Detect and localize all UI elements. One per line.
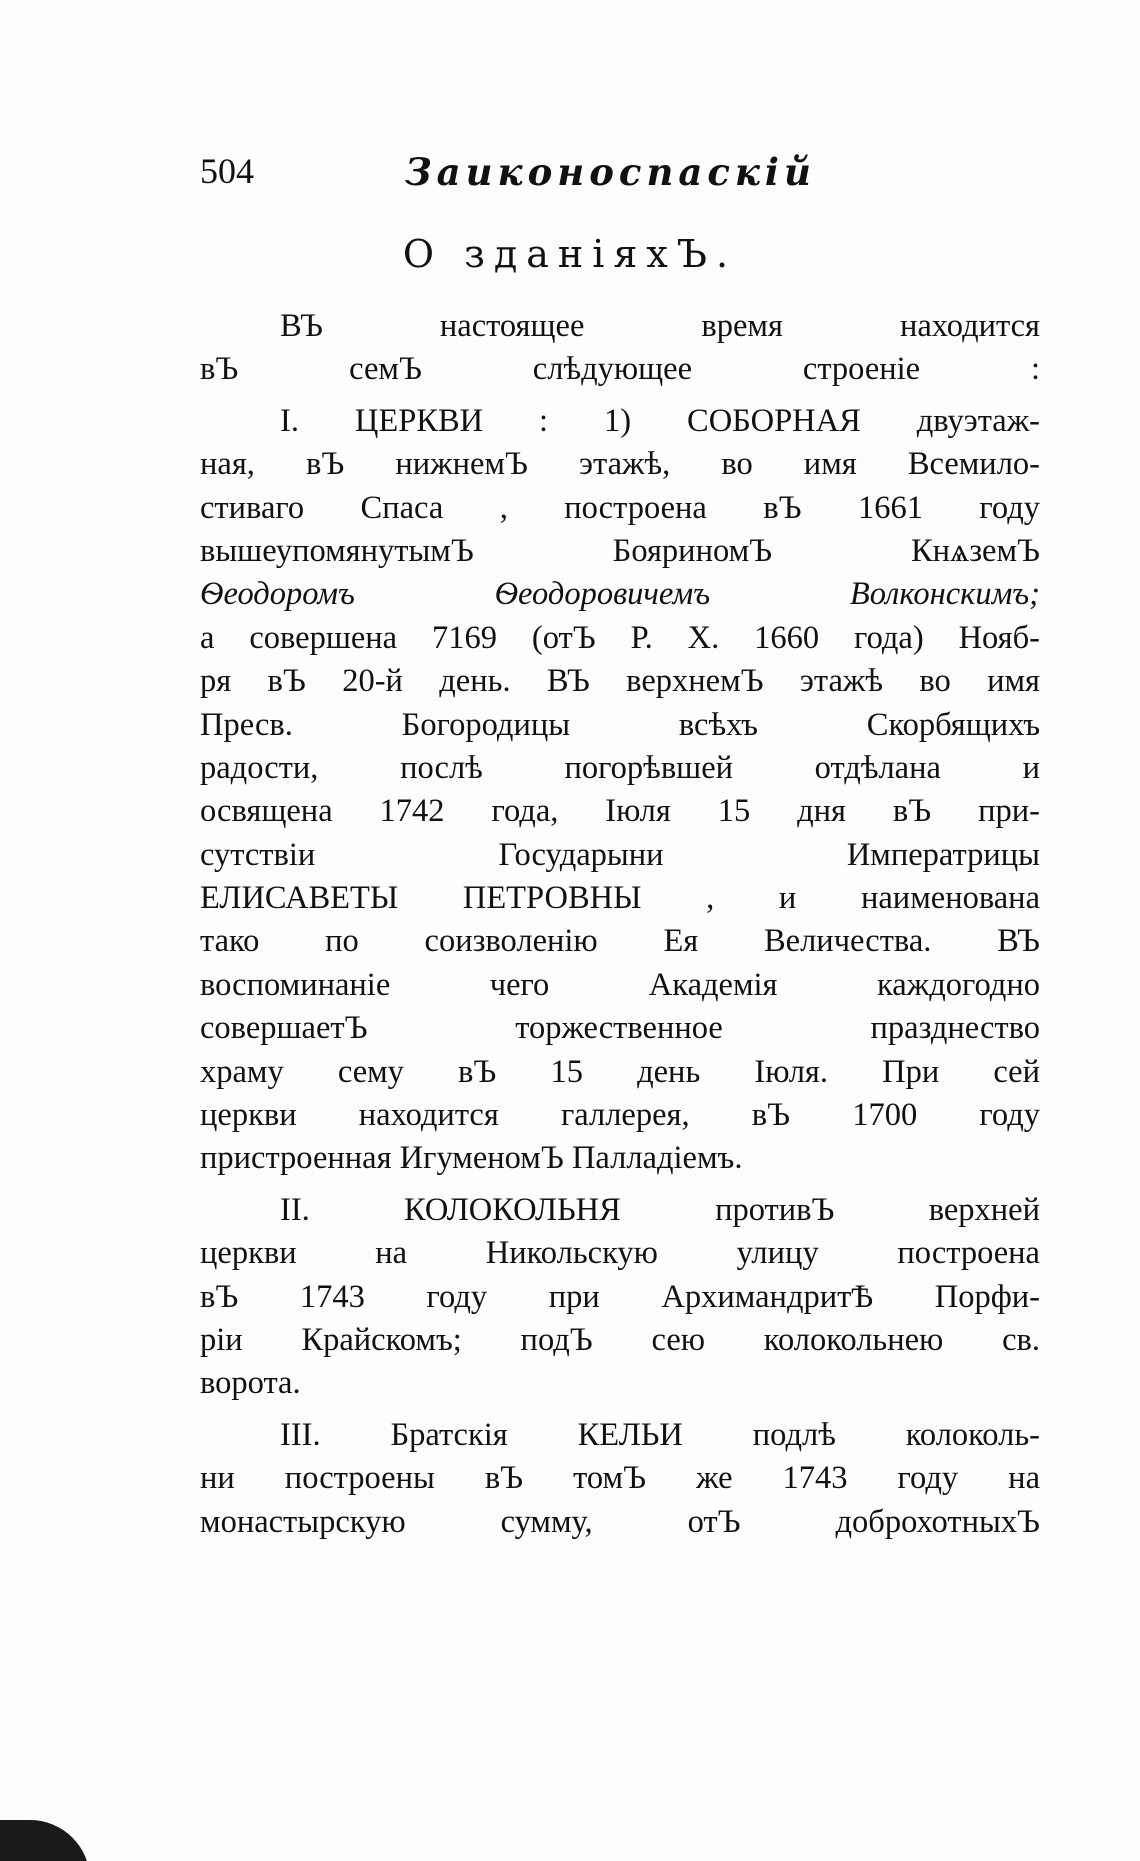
text-line: храму сему вЪ 15 день Іюля. При сей [200,1053,1040,1090]
text-line: ВЪ настоящее время находится [280,308,1040,344]
text-line: II. КОЛОКОЛЬНЯ противЪ верхней [280,1191,1040,1228]
text-line: а совершена 7169 (отЪ Р. Х. 1660 года) Нояб- [200,619,1040,656]
text-line: ни построены вЪ томЪ же 1743 году на [200,1460,1040,1497]
text-line: церкви находится галлерея, вЪ 1700 году [200,1097,1040,1134]
text-line: ная, вЪ нижнемЪ этажѣ, во имя Всемило- [200,446,1040,483]
text-line: пристроенная ИгуменомЪ Палладіемъ. [200,1140,743,1177]
text-line: воспоминаніе чего Академія каждогодно [200,966,1040,1003]
text-line: сутствіи Государыни Императрицы [200,836,1040,873]
page-number: 504 [200,151,254,191]
body-text [200,305,1040,1544]
text-line: III. Братскія КЕЛЬИ подлѣ колоколь- [280,1416,1040,1453]
text-line: ЕЛИСАВЕТЫ ПЕТРОВНЫ , и наименована [200,880,1040,917]
text-line: освящена 1742 года, Іюля 15 дня вЪ при- [200,793,1040,830]
ink-smudge [0,1820,90,1861]
text-line: тако по соизволенію Ея Величества. ВЪ [200,923,1040,960]
text-line: Пресв. Богородицы всѣхъ Скорбящихъ [200,706,1040,743]
running-title: Заиконоспаскій [405,150,816,194]
text-line: радости, послѣ погорѣвшей отдѣлана и [200,749,1040,786]
text-line: вышеупомянутымЪ БояриномЪ КнѧземЪ [200,532,1040,569]
text-line: стиваго Спаса , построена вЪ 1661 году [200,489,1040,526]
text-line: вЪ семЪ слѣдующее строеніе : [200,351,1040,388]
running-head [200,150,1040,200]
text-line: вЪ 1743 году при АрхимандритѢ Порфи- [200,1278,1040,1315]
text-line: ря вЪ 20-й день. ВЪ верхнемЪ этажѣ во имя [200,663,1040,700]
text-line: церкви на Никольскую улицу построена [200,1235,1040,1272]
text-line: монастырскую сумму, отЪ доброхотныхЪ [200,1503,1040,1540]
section-title: О зданіяхЪ. [402,232,738,276]
text-line: Ѳеодоромъ Ѳеодоровичемъ Волконскимъ; [200,576,1040,613]
text-line: ріи Крайскомъ; подЪ сею колокольнею св. [200,1321,1040,1358]
text-line: совершаетЪ торжественное празднество [200,1010,1040,1047]
text-line: ворота. [200,1365,301,1402]
text-line: I. ЦЕРКВИ : 1) СОБОРНАЯ двуэтаж- [280,402,1040,439]
